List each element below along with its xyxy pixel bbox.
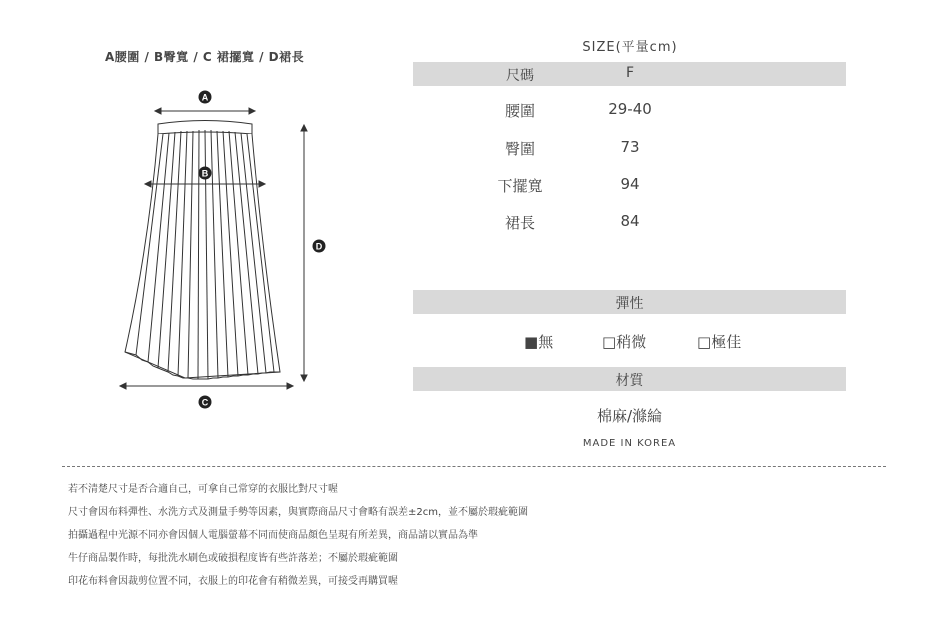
marker-d	[313, 240, 326, 253]
material-title: 材質	[615, 373, 644, 389]
note-line: 拍攝過程中光源不同亦會因個人電腦螢幕不同而使商品顏色呈現有所差異，商品請以實品為準	[68, 530, 478, 541]
material-header-bar	[413, 367, 846, 391]
note-line: 尺寸會因布料彈性、水洗方式及測量手勢等因素，與實際商品尺寸會略有誤差±2cm，並不屬於瑕疵範圍	[68, 507, 528, 518]
size-row-value: 94	[620, 175, 640, 193]
svg-text:D: D	[315, 241, 323, 252]
unchecked-box-icon: □	[602, 333, 617, 351]
note-line: 印花布料會因裁剪位置不同，衣服上的印花會有稍微差異，可接受再購買喔	[68, 576, 398, 587]
option-label: 極佳	[711, 333, 742, 351]
size-row-label: 裙長	[504, 214, 535, 232]
origin-label: MADE IN KOREA	[582, 438, 677, 449]
note-line: 牛仔商品製作時，每批洗水刷色或破損程度皆有些許落差；不屬於瑕疵範圍	[68, 553, 398, 564]
divider	[62, 466, 886, 467]
size-row-label: 下擺寬	[497, 177, 543, 195]
measurement-legend: A腰圍 / B臀寬 / C 裙擺寬 / D裙長	[105, 50, 305, 64]
elasticity-option-none	[524, 331, 553, 352]
waist-arrow	[155, 108, 255, 114]
size-row-label: 腰圍	[504, 102, 535, 120]
svg-text:A: A	[201, 92, 209, 103]
marker-b	[199, 167, 212, 180]
note-line: 若不清楚尺寸是否合適自己，可拿自己常穿的衣服比對尺寸喔	[68, 484, 338, 495]
size-header-value: F	[625, 65, 635, 81]
elasticity-option-great	[697, 331, 741, 352]
skirt-diagram	[110, 80, 350, 420]
size-row-value: 84	[620, 212, 640, 230]
option-label: 無	[538, 333, 554, 351]
unchecked-box-icon: □	[697, 333, 712, 351]
marker-a	[199, 91, 212, 104]
size-header-label: 尺碼	[506, 68, 534, 84]
length-arrow	[301, 125, 307, 381]
marker-c	[199, 396, 212, 409]
size-table-title: SIZE(平量cm)	[582, 40, 678, 55]
svg-text:B: B	[201, 168, 209, 179]
hem-arrow	[120, 383, 293, 389]
checked-box-icon: ■	[524, 333, 539, 351]
option-label: 稍微	[616, 333, 647, 351]
size-row-label: 臀圍	[504, 140, 535, 158]
svg-text:C: C	[201, 397, 209, 408]
size-row-value: 73	[620, 138, 640, 156]
elasticity-option-slight	[602, 331, 646, 352]
elasticity-header-bar	[413, 290, 846, 314]
size-header-bar	[413, 62, 846, 86]
elasticity-title: 彈性	[615, 296, 644, 312]
material-value: 棉麻/滌綸	[596, 407, 663, 425]
size-row-value: 29-40	[608, 100, 652, 118]
